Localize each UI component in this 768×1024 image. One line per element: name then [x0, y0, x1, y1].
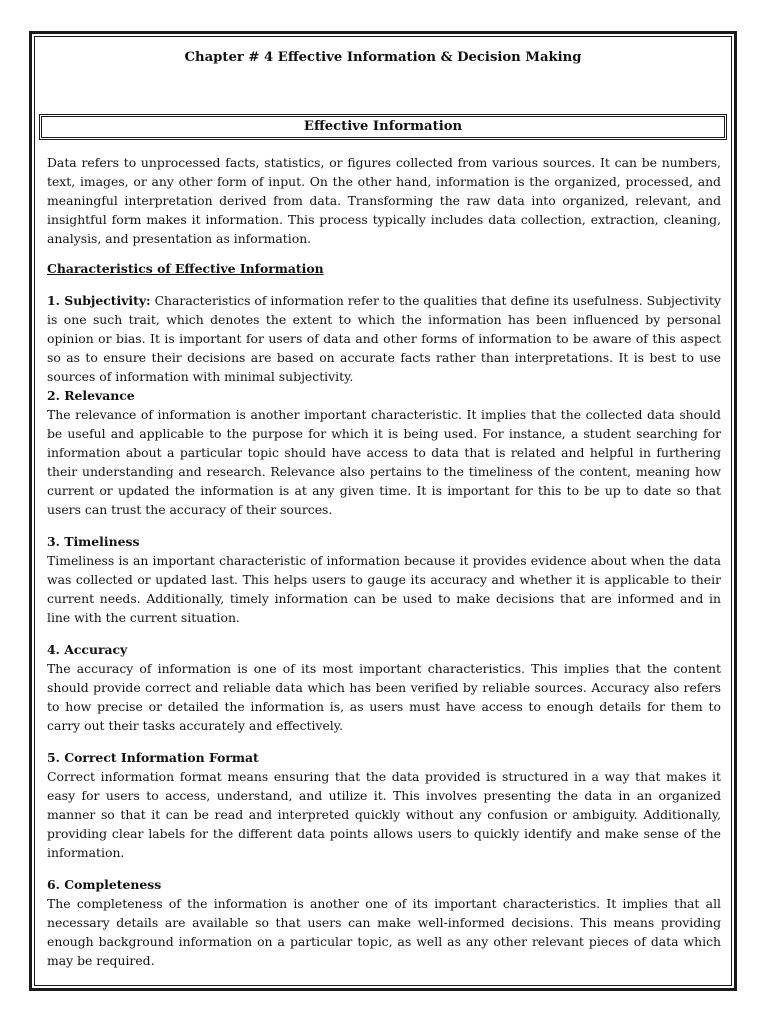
characteristic-body: The relevance of information is another important characteristic. It implies that the collected data should be useful and applicable to the purpose for which it is being used. For instance, a student searching for information about a particular topic should have access to data that is related and helpful in furthering their understanding and research. Relevance also pertains to the timeliness of the content, meaning how current or updated the information is at any given time. It is important for this to be up to date so that users can trust the accuracy of their sources. — [47, 407, 721, 517]
characteristic-title: 1. Subjectivity: — [47, 293, 151, 308]
characteristic-timeliness — [47, 532, 721, 627]
document-body — [47, 153, 721, 983]
characteristic-title: 2. Relevance — [47, 388, 135, 403]
page-inner-border — [34, 36, 732, 986]
characteristic-body: Timeliness is an important characteristic of information because it provides evidence about when the data was collected or updated last. This helps users to gauge its accuracy and whether it is applicable to their current needs. Additionally, timely information can be used to make decisions that are informed and in line with the current situation. — [47, 553, 721, 625]
characteristic-subjectivity — [47, 291, 721, 386]
characteristic-title: 3. Timeliness — [47, 534, 140, 549]
characteristic-body: Characteristics of information refer to the qualities that define its usefulness. Subjectivity is one such trait, which denotes the extent to which the information has been influenced by personal opinion or bias. It is important for users of data and other forms of information to be aware of this aspect so as to ensure their decisions are based on accurate facts rather than interpretations. It is best to use sources of information with minimal subjectivity. — [47, 293, 721, 384]
characteristic-title: 6. Completeness — [47, 877, 162, 892]
document-page — [29, 31, 737, 991]
characteristic-body: The accuracy of information is one of its most important characteristics. This implies that the content should provide correct and reliable data which has been verified by reliable sources. Accuracy also refers to how precise or detailed the information is, as users must have access to enough details for them to carry out their tasks accurately and effectively. — [47, 661, 721, 733]
characteristics-heading: Characteristics of Effective Information — [47, 261, 324, 276]
characteristic-accuracy — [47, 640, 721, 735]
intro-paragraph: Data refers to unprocessed facts, statistics, or figures collected from various sources. It can be numbers, text, images, or any other form of input. On the other hand, information is the organized, processed, and meaningful interpretation derived from data. Transforming the raw data into organized, relevant, and insightful form makes it information. This process typically includes data collection, extraction, cleaning, analysis, and presentation as information. — [47, 155, 721, 246]
characteristic-relevance — [47, 386, 721, 519]
characteristic-title: 5. Correct Information Format — [47, 750, 259, 765]
characteristic-format — [47, 748, 721, 862]
chapter-title: Chapter # 4 Effective Information & Decision Making — [184, 50, 582, 65]
section-title: Effective Information — [39, 114, 727, 140]
characteristic-body: Correct information format means ensuring that the data provided is structured in a way that makes it easy for users to access, understand, and utilize it. This involves presenting the data in an organized manner so that it can be read and interpreted quickly without any confusion or ambiguity. Additionally, providing clear labels for the different data points allows users to quickly identify and make sense of the information. — [47, 769, 721, 860]
characteristic-completeness — [47, 875, 721, 970]
characteristic-title: 4. Accuracy — [47, 642, 128, 657]
characteristic-body: The completeness of the information is another one of its important characteristics. It implies that all necessary details are available so that users can make well-informed decisions. This means providing enough background information on a particular topic, as well as any other relevant pieces of data which may be required. — [47, 896, 721, 968]
